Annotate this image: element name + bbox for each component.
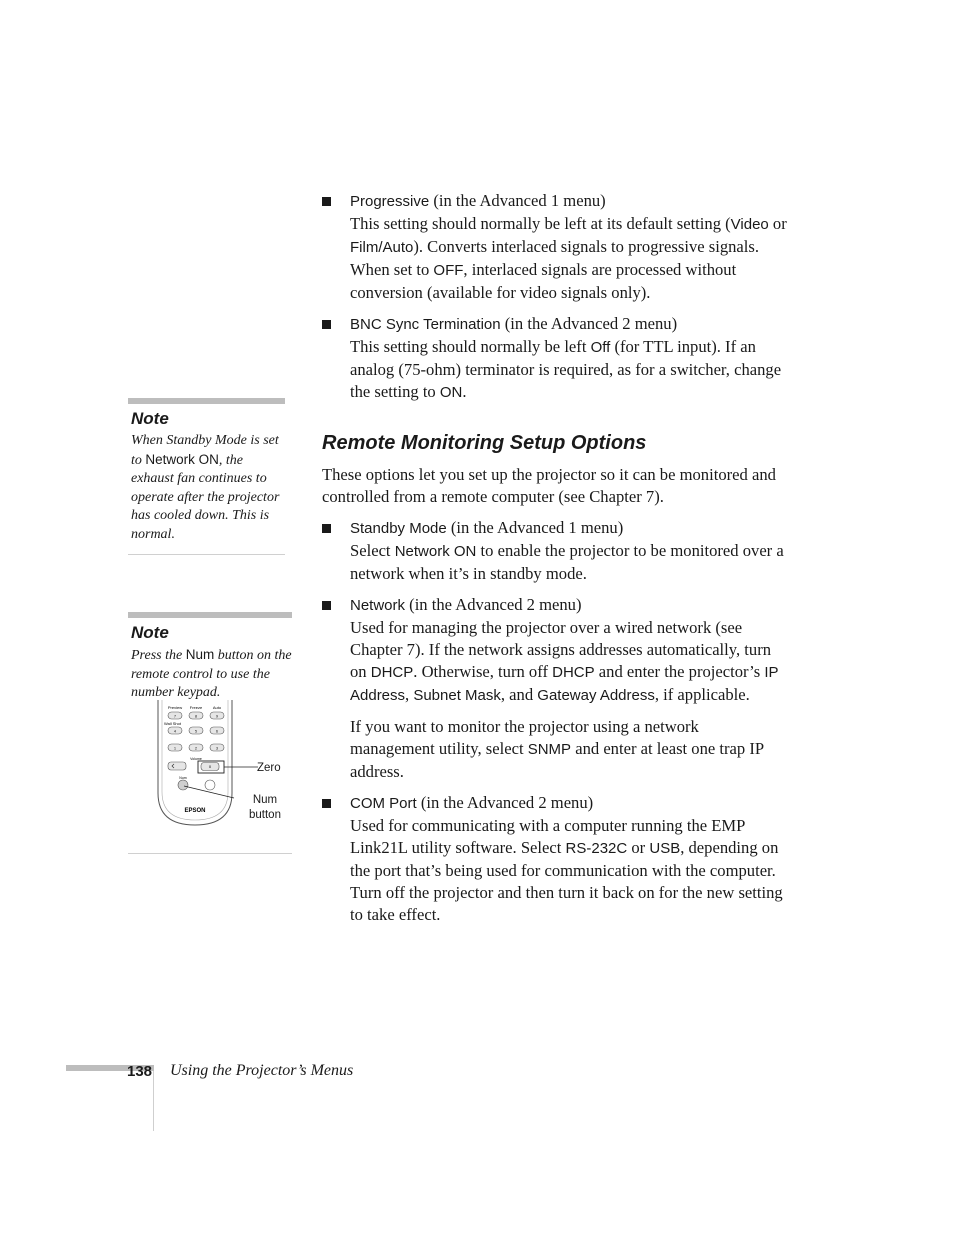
auto-label: Auto <box>212 705 222 710</box>
page-number: 138 <box>127 1063 153 1080</box>
text-run: and enter the projector’s <box>594 662 765 681</box>
text-run: This setting should normally be left <box>350 337 591 356</box>
setting-menu: (in the Advanced 2 menu) <box>405 595 582 614</box>
callout-zero: Zero <box>257 762 281 774</box>
setting-description <box>350 815 787 926</box>
setting-description <box>350 617 787 707</box>
ui-term: Film/Auto <box>350 239 414 256</box>
setting-menu: (in the Advanced 2 menu) <box>416 793 594 812</box>
key-5-label: 5 <box>194 728 198 734</box>
setting-menu: (in the Advanced 1 menu) <box>446 518 624 537</box>
text-run: (for TTL input). If an analog (75-ohm) terminator is required, as for a switcher, change the setting to <box>350 337 782 401</box>
key-7-label: 7 <box>173 713 177 719</box>
bullet-square-icon <box>322 799 331 808</box>
setting-term: Progressive <box>350 193 430 210</box>
setting-term: COM Port <box>350 795 417 812</box>
setting-description <box>350 213 787 304</box>
bullet-standby-mode <box>322 517 787 585</box>
ui-term: DHCP <box>370 664 414 681</box>
freeze-label: Freeze <box>189 705 203 710</box>
note-text <box>131 432 285 544</box>
text-run: Used for managing the projector over a wired network (see Chapter 7). If the network assigns addresses automatically, turn on <box>350 618 772 681</box>
snmp-paragraph <box>350 716 787 783</box>
note-standby-fan <box>128 398 285 555</box>
ui-term: DHCP <box>552 664 595 681</box>
text-run: and enter at least one trap IP address. <box>350 739 764 781</box>
text-run: , and <box>500 685 538 704</box>
bullet-progressive <box>322 190 787 304</box>
ui-term: Num <box>185 647 215 662</box>
ui-term: Video <box>730 216 769 233</box>
note-bar <box>128 612 292 618</box>
text-run: , the exhaust fan continues to operate after the projector has cooled down. This is normal. <box>131 452 280 542</box>
note-divider <box>128 853 292 854</box>
text-run: Select <box>350 541 395 560</box>
section-intro: These options let you set up the projector so it can be monitored and controlled from a remote computer (see Chapter 7). <box>322 465 776 506</box>
ui-term: Off <box>590 339 611 356</box>
brand-logo: EPSON <box>184 808 206 814</box>
ui-term: USB <box>649 840 681 857</box>
note-text <box>131 646 292 703</box>
volume-label: Volume <box>190 757 202 761</box>
text-run: . Otherwise, turn off <box>413 662 553 681</box>
text-run: , <box>405 685 414 704</box>
bullet-square-icon <box>322 320 331 329</box>
bullet-square-icon <box>322 524 331 533</box>
note-bar <box>128 398 285 404</box>
ui-term: Network ON <box>145 451 219 467</box>
text-run: or <box>768 214 787 233</box>
text-run: or <box>627 838 650 857</box>
text-run: , if applicable. <box>654 685 750 704</box>
setting-menu: (in the Advanced 1 menu) <box>429 191 606 210</box>
callout-num-button: Num button <box>249 794 281 821</box>
text-run: , depending on the port that’s being used for communication with the computer. Turn off the projector and then turn it back on for the new setting to take effect. <box>350 838 783 924</box>
note-divider <box>128 554 285 555</box>
footer-vertical-rule <box>153 1071 154 1131</box>
key-6-label: 6 <box>215 728 219 734</box>
text-run: to enable the projector to be monitored over a network when it’s in standby mode. <box>350 541 784 583</box>
setting-term: Network <box>350 597 406 614</box>
bullet-com-port <box>322 792 787 926</box>
text-run: . <box>462 382 467 401</box>
bullet-network <box>322 594 787 707</box>
num-label: Num <box>179 776 187 780</box>
text-run: Press the <box>131 648 186 663</box>
key-1-label: 1 <box>173 745 177 751</box>
key-8-label: 8 <box>194 713 198 719</box>
key-3-label: 3 <box>215 745 219 751</box>
ui-term: RS-232C <box>565 840 628 857</box>
preview-label: Preview <box>167 705 183 710</box>
key-9-label: 9 <box>215 713 219 719</box>
ui-term: Subnet Mask <box>413 687 501 704</box>
note-num-button <box>128 612 292 703</box>
text-run: When Standby Mode is set to <box>131 433 279 468</box>
note-label: Note <box>131 623 169 642</box>
ui-term: ON <box>439 384 463 401</box>
text-run: ). Converts interlaced signals to progressive signals. When set to <box>350 237 759 279</box>
text-run: If you want to monitor the projector using a network management utility, select <box>350 717 699 758</box>
setting-term: BNC Sync Termination <box>350 316 501 333</box>
ui-term: OFF <box>433 262 464 279</box>
wall-shot-label: Wall Shot <box>164 721 181 726</box>
text-run: Used for communicating with a computer running the EMP Link21L utility software. Select <box>350 816 745 857</box>
svg-text:0: 0 <box>208 764 212 769</box>
key-4-label: 4 <box>173 728 177 734</box>
ui-term: IP Address <box>350 664 779 704</box>
bullet-square-icon <box>322 197 331 206</box>
text-run: button on the remote control to use the number keypad. <box>131 648 292 700</box>
section-heading: Remote Monitoring Setup Options <box>322 432 647 454</box>
note-label: Note <box>131 409 169 428</box>
setting-description <box>350 336 787 404</box>
text-run: , interlaced signals are processed without conversion (available for video signals only). <box>350 260 737 302</box>
bullet-bnc-sync <box>322 313 787 404</box>
setting-menu: (in the Advanced 2 menu) <box>500 314 678 333</box>
ui-term: SNMP <box>527 741 572 758</box>
key-2-label: 2 <box>194 745 198 751</box>
text-run: This setting should normally be left at its default setting ( <box>350 214 731 233</box>
ui-term: Gateway Address <box>537 687 655 704</box>
bullet-square-icon <box>322 601 331 610</box>
setting-term: Standby Mode <box>350 520 447 537</box>
ui-term: Network ON <box>394 543 477 560</box>
main-column <box>322 190 787 935</box>
setting-description <box>350 540 787 585</box>
running-title: Using the Projector’s Menus <box>170 1062 354 1079</box>
